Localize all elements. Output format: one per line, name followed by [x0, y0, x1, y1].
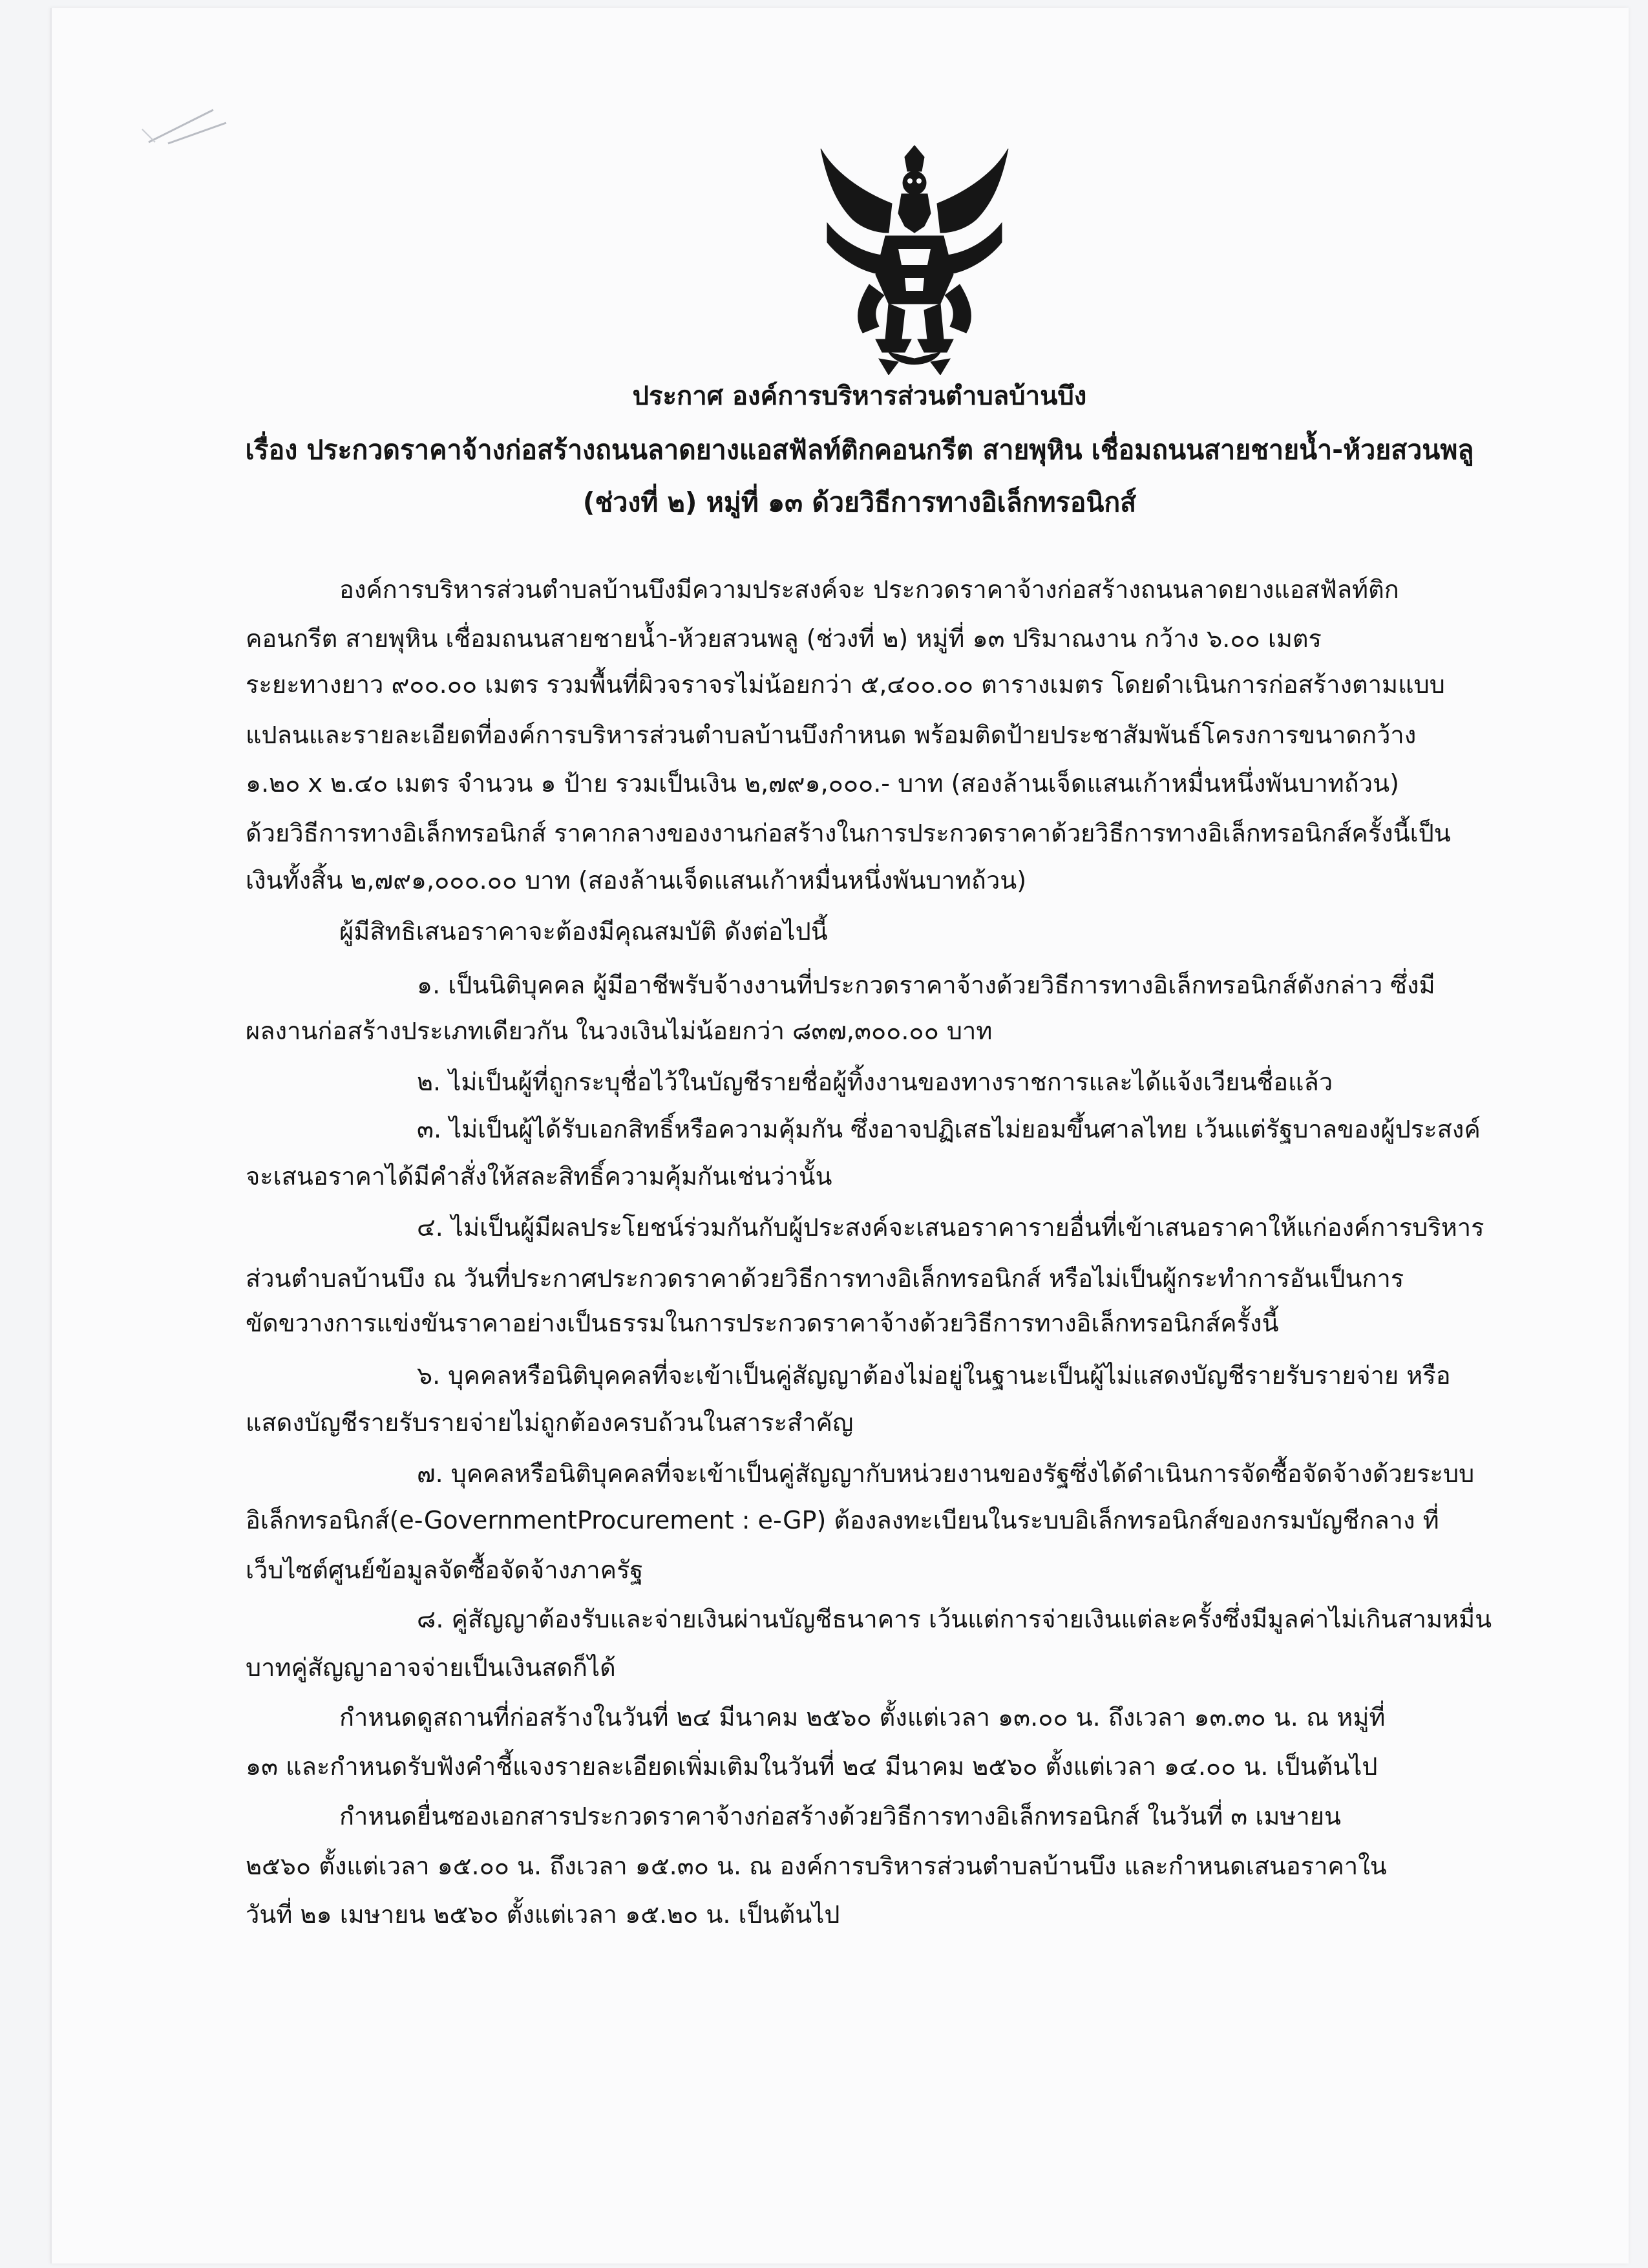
intro-line: คอนกรีต สายพุหิน เชื่อมถนนสายชายน้ำ-ห้วยสวนพลู (ช่วงที่ ๒) หมู่ที่ ๑๓ ปริมาณงาน กว้าง ๖.๐๐ เมตร	[246, 624, 1322, 653]
qualification-item-8: ๘. คู่สัญญาต้องรับและจ่ายเงินผ่านบัญชีธนาคาร เว้นแต่การจ่ายเงินแต่ละครั้งซึ่งมีมูลค่าไม่เกินสามหมื่น	[417, 1605, 1492, 1633]
subject-line-1: เรื่อง ประกวดราคาจ้างก่อสร้างถนนลาดยางแอสฟัลท์ติกคอนกรีต สายพุหิน เชื่อมถนนสายชายน้ำ-ห้วยสวนพลู	[245, 434, 1474, 465]
intro-line: เงินทั้งสิ้น ๒,๗๙๑,๐๐๐.๐๐ บาท (สองล้านเจ็ดแสนเก้าหมื่นหนึ่งพันบาทถ้วน)	[246, 866, 1027, 895]
qualification-item-8-cont: บาทคู่สัญญาอาจจ่ายเป็นเงินสดก็ได้	[246, 1653, 616, 1682]
site-visit-paragraph-cont: ๑๓ และกำหนดรับฟังคำชี้แจงรายละเอียดเพิ่มเติมในวันที่ ๒๔ มีนาคม ๒๕๖๐ ตั้งแต่เวลา ๑๔.๐๐ น. เป็นต้นไป	[246, 1752, 1378, 1781]
site-visit-paragraph: กำหนดดูสถานที่ก่อสร้างในวันที่ ๒๔ มีนาคม ๒๕๖๐ ตั้งแต่เวลา ๑๓.๐๐ น. ถึงเวลา ๑๓.๓๐ น. ณ หมู่ที่	[339, 1703, 1386, 1732]
qualification-item-7-cont: เว็บไซต์ศูนย์ข้อมูลจัดซื้อจัดจ้างภาครัฐ	[246, 1556, 644, 1584]
qualification-item-7: ๗. บุคคลหรือนิติบุคคลที่จะเข้าเป็นคู่สัญญากับหน่วยงานของรัฐซึ่งได้ดำเนินการจัดซื้อจัดจ้างด้วยระบบ	[417, 1459, 1475, 1488]
qualification-item-3-cont: จะเสนอราคาได้มีคำสั่งให้สละสิทธิ์ความคุ้มกันเช่นว่านั้น	[246, 1162, 832, 1191]
scratch-mark	[129, 97, 233, 155]
intro-line: องค์การบริหารส่วนตำบลบ้านบึงมีความประสงค์จะ ประกวดราคาจ้างก่อสร้างถนนลาดยางแอสฟัลท์ติก	[339, 575, 1399, 604]
garuda-emblem-icon	[808, 145, 1021, 375]
submission-paragraph-cont: ๒๕๖๐ ตั้งแต่เวลา ๑๕.๐๐ น. ถึงเวลา ๑๕.๓๐ น. ณ องค์การบริหารส่วนตำบลบ้านบึง และกำหนดเสนอราคาใน	[246, 1852, 1387, 1880]
qualification-item-4-cont: ส่วนตำบลบ้านบึง ณ วันที่ประกาศประกวดราคาด้วยวิธีการทางอิเล็กทรอนิกส์ หรือไม่เป็นผู้กระทำการอันเป็นการ	[246, 1264, 1404, 1293]
qualification-item-4: ๔. ไม่เป็นผู้มีผลประโยชน์ร่วมกันกับผู้ประสงค์จะเสนอราคารายอื่นที่เข้าเสนอราคาให้แก่องค์การบริหาร	[417, 1213, 1484, 1242]
qualification-item-4-cont: ขัดขวางการแข่งขันราคาอย่างเป็นธรรมในการประกวดราคาจ้างด้วยวิธีการทางอิเล็กทรอนิกส์ครั้งนี้	[246, 1309, 1279, 1337]
announcement-header: ประกาศ องค์การบริหารส่วนตำบลบ้านบึง	[632, 381, 1087, 411]
subject-line-2: (ช่วงที่ ๒) หมู่ที่ ๑๓ ด้วยวิธีการทางอิเล็กทรอนิกส์	[582, 487, 1137, 518]
qualification-item-1-cont: ผลงานก่อสร้างประเภทเดียวกัน ในวงเงินไม่น้อยกว่า ๘๓๗,๓๐๐.๐๐ บาท	[246, 1017, 993, 1045]
qualification-item-7-cont: อิเล็กทรอนิกส์(e-GovernmentProcurement : e-GP) ต้องลงทะเบียนในระบบอิเล็กทรอนิกส์ของกรมบัญชีกลาง ที่	[246, 1506, 1439, 1534]
qualification-item-3: ๓. ไม่เป็นผู้ได้รับเอกสิทธิ์หรือความคุ้มกัน ซึ่งอาจปฏิเสธไม่ยอมขึ้นศาลไทย เว้นแต่รัฐบาลของผู้ประสงค์	[417, 1115, 1481, 1143]
intro-line: ด้วยวิธีการทางอิเล็กทรอนิกส์ ราคากลางของงานก่อสร้างในการประกวดราคาด้วยวิธีการทางอิเล็กทรอนิกส์ครั้งนี้เป็น	[246, 819, 1451, 847]
submission-paragraph-cont: วันที่ ๒๑ เมษายน ๒๕๖๐ ตั้งแต่เวลา ๑๕.๒๐ น. เป็นต้นไป	[246, 1900, 840, 1929]
intro-line: แปลนและรายละเอียดที่องค์การบริหารส่วนตำบลบ้านบึงกำหนด พร้อมติดป้ายประชาสัมพันธ์โครงการขนาดกว้าง	[246, 721, 1417, 749]
qualification-item-6-cont: แสดงบัญชีรายรับรายจ่ายไม่ถูกต้องครบถ้วนในสาระสำคัญ	[246, 1408, 854, 1437]
intro-line: ระยะทางยาว ๙๐๐.๐๐ เมตร รวมพื้นที่ผิวจราจรไม่น้อยกว่า ๕,๔๐๐.๐๐ ตารางเมตร โดยดำเนินการก่อสร้างตามแบบ	[246, 670, 1445, 699]
qualification-item-1: ๑. เป็นนิติบุคคล ผู้มีอาชีพรับจ้างงานที่ประกวดราคาจ้างด้วยวิธีการทางอิเล็กทรอนิกส์ดังกล่าว ซึ่งมี	[417, 971, 1435, 999]
qualification-item-6: ๖. บุคคลหรือนิติบุคคลที่จะเข้าเป็นคู่สัญญาต้องไม่อยู่ในฐานะเป็นผู้ไม่แสดงบัญชีรายรับรายจ่าย หรือ	[417, 1361, 1451, 1390]
qualification-item-2: ๒. ไม่เป็นผู้ที่ถูกระบุชื่อไว้ในบัญชีรายชื่อผู้ทิ้งงานของทางราชการและได้แจ้งเวียนชื่อแล้ว	[417, 1068, 1333, 1096]
intro-line: ๑.๒๐ x ๒.๔๐ เมตร จำนวน ๑ ป้าย รวมเป็นเงิน ๒,๗๙๑,๐๐๐.- บาท (สองล้านเจ็ดแสนเก้าหมื่นหนึ่งพันบาทถ้วน)	[246, 769, 1399, 798]
submission-paragraph: กำหนดยื่นซองเอกสารประกวดราคาจ้างก่อสร้างด้วยวิธีการทางอิเล็กทรอนิกส์ ในวันที่ ๓ เมษายน	[339, 1802, 1342, 1830]
qualification-intro: ผู้มีสิทธิเสนอราคาจะต้องมีคุณสมบัติ ดังต่อไปนี้	[339, 917, 828, 946]
